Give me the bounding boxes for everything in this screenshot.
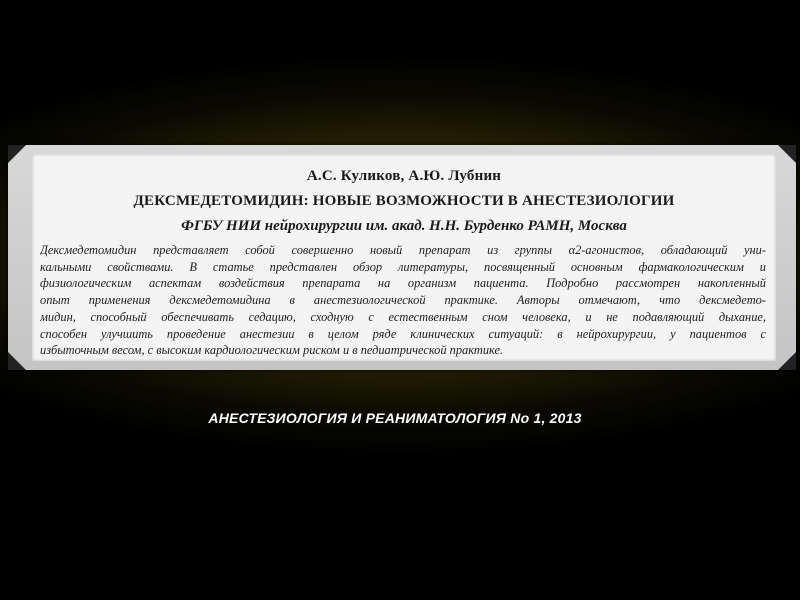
abstract-line: избыточным весом, с высоким кардиологическим риском и в педиатрической практике.	[40, 343, 504, 358]
frame-corner-top-right	[778, 145, 796, 163]
abstract-line: способен улучшить проведение анестезии в целом ряде клинических ситуаций: в нейрохирургии, у пациентов с	[40, 326, 766, 341]
abstract-line: Дексмедетомидин представляет собой совершенно новый препарат из группы α2-агонистов, обладающий уни-	[40, 243, 766, 257]
article-authors: А.С. Куликов, А.Ю. Лубнин	[306, 168, 502, 184]
article-clipping	[32, 154, 776, 361]
frame-corner-top-left	[8, 145, 26, 163]
abstract-line: кальными свойствами. В статье представлен обзор литературы, посвященный основным фармакологическим и	[40, 259, 766, 274]
frame-corner-bottom-right	[778, 352, 796, 370]
abstract-line: опыт применения дексмедетомидина в анестезиологической практике. Авторы отмечают, что дексмедето-	[40, 293, 766, 308]
frame-corner-bottom-left	[8, 352, 26, 370]
article-title: ДЕКСМЕДЕТОМИДИН: НОВЫЕ ВОЗМОЖНОСТИ В АНЕСТЕЗИОЛОГИИ	[133, 193, 675, 209]
article-affiliation: ФГБУ НИИ нейрохирургии им. акад. Н.Н. Бурденко РАМН, Москва	[181, 218, 627, 234]
article-frame	[8, 145, 796, 370]
abstract-line: мидин, способный обеспечивать седацию, сходную с естественным сном человека, и не подавляющий дыхание,	[40, 309, 766, 324]
journal-caption: АНЕСТЕЗИОЛОГИЯ И РЕАНИМАТОЛОГИЯ No 1, 2013	[208, 410, 582, 426]
abstract-line: физиологическим аспектам воздействия препарата на организм пациента. Подробно рассмотрен накопленный	[40, 276, 766, 291]
article-abstract	[40, 242, 766, 359]
